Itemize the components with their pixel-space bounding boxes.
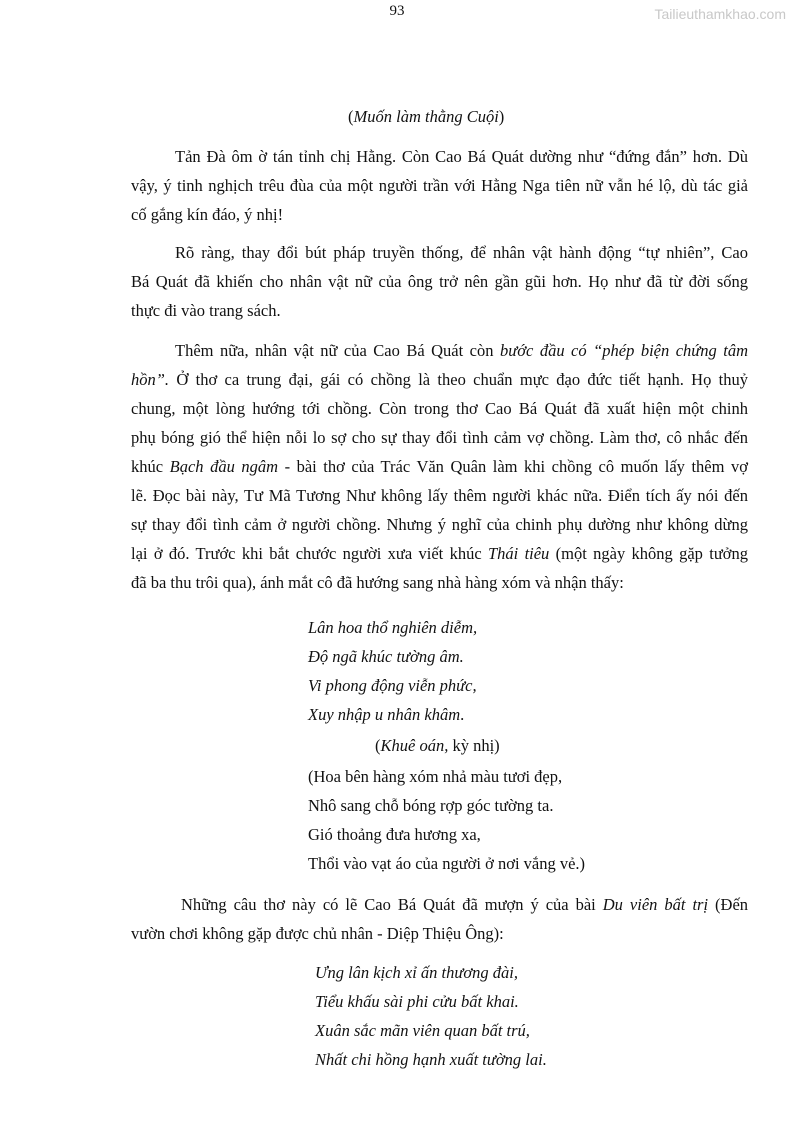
paragraph-3-line-2 bbox=[131, 370, 748, 390]
p3-text: Ở thơ ca trung đại, gái có chồng là theo chuẩn mực đạo đức tiết hạnh. Họ thuỷ bbox=[169, 370, 748, 389]
paragraph-3-line-1 bbox=[175, 341, 748, 361]
poem-2-line-4: Nhất chi hồng hạnh xuất tường lai. bbox=[315, 1050, 547, 1069]
paragraph-1-line-1: Tản Đà ôm ờ tán tỉnh chị Hằng. Còn Cao Bá Quát dường như “đứng đắn” hơn. Dù bbox=[175, 147, 748, 166]
paragraph-2-line-3: thực đi vào trang sách. bbox=[131, 301, 281, 320]
paragraph-3-line-8 bbox=[131, 544, 748, 564]
paragraph-3-line-3: chung, một lòng hướng tới chồng. Còn trong thơ Cao Bá Quát đã xuất hiện một chinh bbox=[131, 399, 748, 418]
caption-open-paren: ( bbox=[348, 107, 354, 126]
caption-muon-lam-thang-cuoi bbox=[348, 107, 504, 127]
watermark: Tailieuthamkhao.com bbox=[654, 6, 786, 22]
caption-title: Muốn làm thằng Cuội bbox=[353, 107, 499, 126]
paragraph-3-line-6: lẽ. Đọc bài này, Tư Mã Tương Như không lấy thêm người khác nữa. Điển tích ấy nói đến bbox=[131, 486, 748, 505]
p3-text: lại ở đó. Trước khi bắt chước người xưa viết khúc bbox=[131, 544, 488, 563]
p3-italic-phrase-end: hồn”. bbox=[131, 370, 170, 389]
poem-2-line-2: Tiểu khấu sài phi cửu bất khai. bbox=[315, 992, 519, 1011]
poem-2-line-3: Xuân sắc mãn viên quan bất trú, bbox=[315, 1021, 530, 1040]
paragraph-3-line-7: sự thay đổi tình cảm ở người chồng. Nhưng ý nghĩ của chinh phụ dường như không dừng bbox=[131, 515, 748, 534]
paragraph-2-line-1: Rõ ràng, thay đổi bút pháp truyền thống, để nhân vật hành động “tự nhiên”, Cao bbox=[175, 243, 748, 262]
p3-text: Thêm nữa, nhân vật nữ của Cao Bá Quát còn bbox=[175, 341, 500, 360]
p3-italic-phrase: bước đầu có “phép biện chứng tâm bbox=[499, 341, 748, 360]
paragraph-4-line-1: Những câu thơ này có lẽ Cao Bá Quát đã mượn ý của bài Du viên bất trị (Đến bbox=[181, 895, 749, 914]
translation-1-line-2: Nhô sang chỗ bóng rợp góc tường ta. bbox=[308, 796, 554, 815]
caption-khue-oan: (Khuê oán, kỳ nhị) bbox=[375, 736, 500, 755]
paragraph-1-line-3: cố gắng kín đáo, ý nhị! bbox=[131, 205, 284, 224]
paragraph-3-line-5 bbox=[131, 457, 748, 477]
p4-italic-title-du-vien-bat-tri: Du viên bất trị bbox=[602, 895, 709, 914]
translation-1-line-3: Gió thoảng đưa hương xa, bbox=[308, 825, 481, 844]
poem-1-line-1: Lân hoa thổ nghiên diễm, bbox=[308, 618, 478, 637]
poem-2-line-1: Ưng lân kịch xỉ ấn thương đài, bbox=[315, 963, 519, 982]
translation-1-line-1: (Hoa bên hàng xóm nhả màu tươi đẹp, bbox=[308, 767, 563, 786]
paragraph-3-line-4: phụ bóng gió thể hiện nỗi lo sợ cho sự thay đổi tình cảm vợ chồng. Làm thơ, cô nhắc đến bbox=[131, 428, 748, 447]
paragraph-2-line-2: Bá Quát đã khiến cho nhân vật nữ của ông trở nên gần gũi hơn. Họ như đã từ đời sống bbox=[131, 272, 748, 291]
paragraph-3-line-9: đã ba thu trôi qua), ánh mắt cô đã hướng sang nhà hàng xóm và nhận thấy: bbox=[131, 573, 624, 592]
paragraph-4-line-2: vườn chơi không gặp được chủ nhân - Diệp Thiệu Ông): bbox=[131, 924, 504, 943]
caption-close-paren: ) bbox=[498, 107, 505, 126]
p3-italic-title-thai-tieu: Thái tiêu bbox=[487, 544, 550, 563]
poem-1-line-3: Vi phong động viễn phức, bbox=[308, 676, 477, 695]
p3-text: khúc bbox=[131, 457, 170, 476]
poem-1-line-4: Xuy nhập u nhân khâm. bbox=[308, 705, 465, 724]
poem-1-line-2: Độ ngã khúc tường âm. bbox=[308, 647, 464, 666]
p3-text: - bài thơ của Trác Văn Quân làm khi chồng cô muốn lấy thêm vợ bbox=[278, 457, 748, 476]
paragraph-1-line-2: vậy, ý tinh nghịch trêu đùa của một người trần với Hằng Nga tiên nữ vẫn hé lộ, dù tác giả bbox=[131, 176, 748, 195]
translation-1-line-4: Thổi vào vạt áo của người ở nơi vắng vẻ.) bbox=[308, 854, 586, 873]
p3-italic-title-bach-dau-ngam: Bạch đầu ngâm bbox=[169, 457, 279, 476]
page-number: 93 bbox=[389, 3, 405, 19]
p3-text: (một ngày không gặp tưởng bbox=[549, 544, 748, 563]
